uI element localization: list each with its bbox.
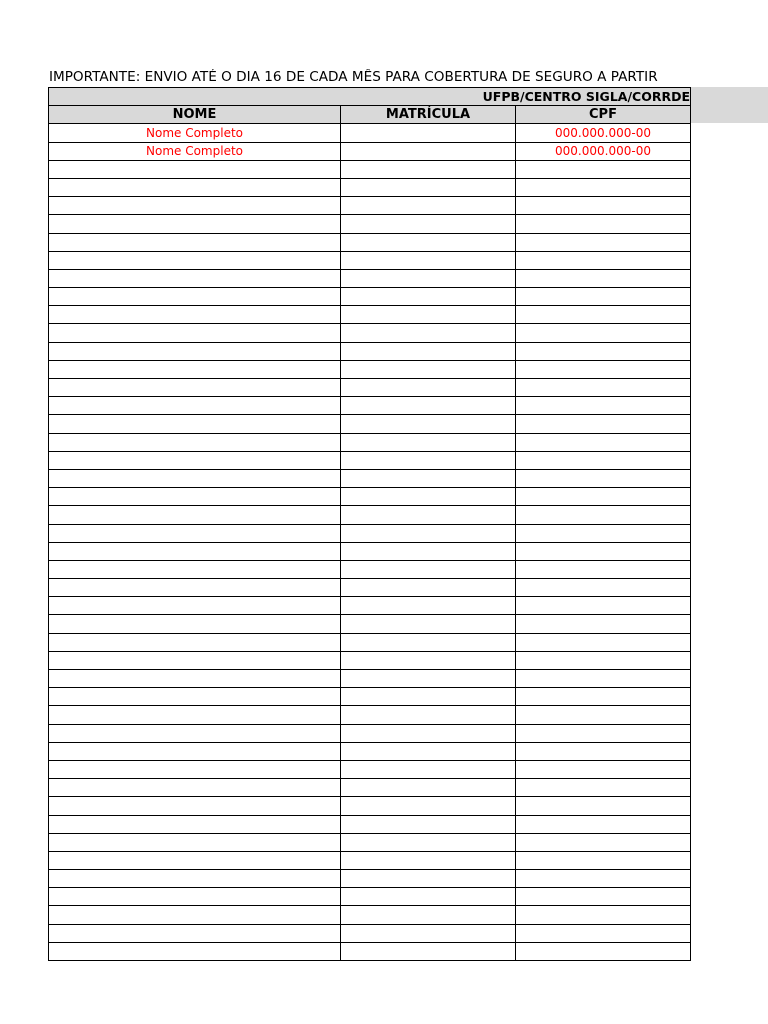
empty-table-row bbox=[49, 506, 691, 524]
cell-matricula[interactable] bbox=[341, 833, 516, 851]
cell-matricula[interactable] bbox=[341, 288, 516, 306]
cell-matricula[interactable] bbox=[341, 542, 516, 560]
cell-cpf[interactable] bbox=[516, 870, 691, 888]
cell-matricula[interactable] bbox=[341, 651, 516, 669]
cell-nome[interactable] bbox=[49, 906, 341, 924]
cell-cpf[interactable] bbox=[516, 488, 691, 506]
cell-nome[interactable] bbox=[49, 379, 341, 397]
cell-matricula[interactable] bbox=[341, 215, 516, 233]
cell-nome[interactable] bbox=[49, 451, 341, 469]
cell-nome[interactable] bbox=[49, 524, 341, 542]
cell-matricula[interactable] bbox=[341, 324, 516, 342]
empty-table-row bbox=[49, 688, 691, 706]
cell-nome[interactable] bbox=[49, 542, 341, 560]
empty-table-row bbox=[49, 797, 691, 815]
cell-matricula[interactable] bbox=[341, 815, 516, 833]
cell-nome[interactable] bbox=[49, 670, 341, 688]
empty-table-row bbox=[49, 560, 691, 578]
cell-nome[interactable]: Nome Completo bbox=[49, 124, 341, 142]
empty-table-row bbox=[49, 924, 691, 942]
empty-table-row bbox=[49, 651, 691, 669]
cell-nome[interactable] bbox=[49, 415, 341, 433]
cell-nome[interactable] bbox=[49, 469, 341, 487]
cell-cpf[interactable] bbox=[516, 651, 691, 669]
cell-nome[interactable] bbox=[49, 233, 341, 251]
band-row bbox=[49, 88, 691, 106]
cell-cpf[interactable] bbox=[516, 342, 691, 360]
roster-table bbox=[48, 87, 691, 961]
empty-table-row bbox=[49, 160, 691, 178]
cell-nome[interactable] bbox=[49, 742, 341, 760]
empty-table-row bbox=[49, 360, 691, 378]
cell-nome[interactable] bbox=[49, 870, 341, 888]
cell-nome[interactable] bbox=[49, 269, 341, 287]
empty-table-row bbox=[49, 233, 691, 251]
cell-cpf[interactable] bbox=[516, 942, 691, 960]
column-header-nome: NOME bbox=[49, 106, 341, 124]
table-row bbox=[49, 142, 691, 160]
empty-table-row bbox=[49, 888, 691, 906]
header-fill-strip bbox=[690, 87, 768, 123]
cell-cpf[interactable] bbox=[516, 360, 691, 378]
empty-table-row bbox=[49, 851, 691, 869]
cell-nome[interactable] bbox=[49, 760, 341, 778]
cell-matricula[interactable] bbox=[341, 451, 516, 469]
cell-cpf[interactable] bbox=[516, 542, 691, 560]
cell-cpf[interactable] bbox=[516, 178, 691, 196]
empty-table-row bbox=[49, 579, 691, 597]
cell-nome[interactable] bbox=[49, 633, 341, 651]
cell-cpf[interactable] bbox=[516, 524, 691, 542]
cell-matricula[interactable] bbox=[341, 870, 516, 888]
cell-cpf[interactable] bbox=[516, 615, 691, 633]
cell-matricula[interactable] bbox=[341, 142, 516, 160]
cell-nome[interactable] bbox=[49, 397, 341, 415]
cell-nome[interactable] bbox=[49, 215, 341, 233]
cell-matricula[interactable] bbox=[341, 233, 516, 251]
empty-table-row bbox=[49, 724, 691, 742]
cell-nome[interactable] bbox=[49, 178, 341, 196]
cell-matricula[interactable] bbox=[341, 633, 516, 651]
cell-matricula[interactable] bbox=[341, 706, 516, 724]
cell-cpf[interactable] bbox=[516, 433, 691, 451]
cell-nome[interactable] bbox=[49, 433, 341, 451]
cell-matricula[interactable] bbox=[341, 360, 516, 378]
empty-table-row bbox=[49, 870, 691, 888]
band-title: UFPB/CENTRO SIGLA/CORRDE bbox=[49, 88, 691, 106]
cell-cpf[interactable] bbox=[516, 724, 691, 742]
cell-cpf[interactable] bbox=[516, 924, 691, 942]
cell-cpf[interactable] bbox=[516, 306, 691, 324]
empty-table-row bbox=[49, 433, 691, 451]
cell-nome[interactable] bbox=[49, 833, 341, 851]
empty-table-row bbox=[49, 615, 691, 633]
cell-cpf[interactable] bbox=[516, 779, 691, 797]
cell-nome[interactable] bbox=[49, 706, 341, 724]
empty-table-row bbox=[49, 178, 691, 196]
cell-cpf[interactable] bbox=[516, 269, 691, 287]
cell-cpf[interactable] bbox=[516, 415, 691, 433]
cell-nome[interactable] bbox=[49, 360, 341, 378]
cell-matricula[interactable] bbox=[341, 433, 516, 451]
empty-table-row bbox=[49, 324, 691, 342]
cell-matricula[interactable] bbox=[341, 469, 516, 487]
cell-nome[interactable] bbox=[49, 888, 341, 906]
notice-text: IMPORTANTE: ENVIO ATÉ O DIA 16 DE CADA MÊS PARA COBERTURA DE SEGURO A PARTIR bbox=[49, 69, 658, 85]
cell-cpf[interactable] bbox=[516, 251, 691, 269]
cell-matricula[interactable] bbox=[341, 688, 516, 706]
empty-table-row bbox=[49, 415, 691, 433]
cell-cpf[interactable] bbox=[516, 233, 691, 251]
cell-cpf[interactable] bbox=[516, 597, 691, 615]
cell-matricula[interactable] bbox=[341, 797, 516, 815]
cell-matricula[interactable] bbox=[341, 942, 516, 960]
cell-cpf[interactable] bbox=[516, 851, 691, 869]
empty-table-row bbox=[49, 397, 691, 415]
empty-table-row bbox=[49, 379, 691, 397]
cell-matricula[interactable] bbox=[341, 124, 516, 142]
cell-matricula[interactable] bbox=[341, 760, 516, 778]
empty-table-row bbox=[49, 633, 691, 651]
cell-cpf[interactable] bbox=[516, 506, 691, 524]
cell-cpf[interactable] bbox=[516, 670, 691, 688]
cell-cpf[interactable] bbox=[516, 288, 691, 306]
cell-nome[interactable] bbox=[49, 506, 341, 524]
cell-matricula[interactable] bbox=[341, 160, 516, 178]
cell-nome[interactable] bbox=[49, 197, 341, 215]
empty-table-row bbox=[49, 306, 691, 324]
empty-table-row bbox=[49, 760, 691, 778]
cell-cpf[interactable] bbox=[516, 906, 691, 924]
cell-nome[interactable] bbox=[49, 924, 341, 942]
empty-table-row bbox=[49, 288, 691, 306]
cell-cpf[interactable] bbox=[516, 451, 691, 469]
cell-cpf[interactable]: 000.000.000-00 bbox=[516, 142, 691, 160]
cell-nome[interactable] bbox=[49, 942, 341, 960]
cell-cpf[interactable] bbox=[516, 579, 691, 597]
empty-table-row bbox=[49, 742, 691, 760]
cell-matricula[interactable] bbox=[341, 397, 516, 415]
empty-table-row bbox=[49, 670, 691, 688]
cell-matricula[interactable] bbox=[341, 888, 516, 906]
cell-cpf[interactable] bbox=[516, 397, 691, 415]
cell-nome[interactable] bbox=[49, 815, 341, 833]
cell-matricula[interactable] bbox=[341, 851, 516, 869]
cell-cpf[interactable] bbox=[516, 469, 691, 487]
empty-table-row bbox=[49, 269, 691, 287]
cell-matricula[interactable] bbox=[341, 197, 516, 215]
cell-nome[interactable] bbox=[49, 251, 341, 269]
empty-table-row bbox=[49, 251, 691, 269]
cell-cpf[interactable]: 000.000.000-00 bbox=[516, 124, 691, 142]
empty-table-row bbox=[49, 706, 691, 724]
header-row bbox=[49, 106, 691, 124]
cell-cpf[interactable] bbox=[516, 815, 691, 833]
cell-cpf[interactable] bbox=[516, 633, 691, 651]
cell-matricula[interactable] bbox=[341, 379, 516, 397]
cell-matricula[interactable] bbox=[341, 724, 516, 742]
empty-table-row bbox=[49, 906, 691, 924]
column-header-matricula: MATRÍCULA bbox=[341, 106, 516, 124]
cell-nome[interactable] bbox=[49, 724, 341, 742]
cell-matricula[interactable] bbox=[341, 342, 516, 360]
cell-cpf[interactable] bbox=[516, 833, 691, 851]
cell-nome[interactable] bbox=[49, 688, 341, 706]
cell-nome[interactable] bbox=[49, 324, 341, 342]
cell-matricula[interactable] bbox=[341, 488, 516, 506]
cell-cpf[interactable] bbox=[516, 706, 691, 724]
cell-cpf[interactable] bbox=[516, 160, 691, 178]
empty-table-row bbox=[49, 197, 691, 215]
cell-matricula[interactable] bbox=[341, 906, 516, 924]
column-header-cpf: CPF bbox=[516, 106, 691, 124]
cell-matricula[interactable] bbox=[341, 924, 516, 942]
empty-table-row bbox=[49, 215, 691, 233]
cell-matricula[interactable] bbox=[341, 779, 516, 797]
cell-nome[interactable] bbox=[49, 579, 341, 597]
empty-table-row bbox=[49, 597, 691, 615]
cell-matricula[interactable] bbox=[341, 269, 516, 287]
empty-table-row bbox=[49, 469, 691, 487]
empty-table-row bbox=[49, 451, 691, 469]
cell-nome[interactable] bbox=[49, 651, 341, 669]
empty-table-row bbox=[49, 542, 691, 560]
cell-cpf[interactable] bbox=[516, 379, 691, 397]
cell-matricula[interactable] bbox=[341, 615, 516, 633]
cell-nome[interactable] bbox=[49, 851, 341, 869]
empty-table-row bbox=[49, 342, 691, 360]
cell-cpf[interactable] bbox=[516, 215, 691, 233]
cell-cpf[interactable] bbox=[516, 197, 691, 215]
cell-matricula[interactable] bbox=[341, 506, 516, 524]
cell-matricula[interactable] bbox=[341, 306, 516, 324]
cell-matricula[interactable] bbox=[341, 579, 516, 597]
cell-matricula[interactable] bbox=[341, 251, 516, 269]
cell-nome[interactable] bbox=[49, 488, 341, 506]
cell-nome[interactable] bbox=[49, 779, 341, 797]
cell-matricula[interactable] bbox=[341, 560, 516, 578]
cell-nome[interactable] bbox=[49, 342, 341, 360]
cell-nome[interactable] bbox=[49, 306, 341, 324]
cell-cpf[interactable] bbox=[516, 560, 691, 578]
cell-cpf[interactable] bbox=[516, 688, 691, 706]
cell-nome[interactable]: Nome Completo bbox=[49, 142, 341, 160]
empty-table-row bbox=[49, 524, 691, 542]
cell-matricula[interactable] bbox=[341, 597, 516, 615]
cell-matricula[interactable] bbox=[341, 742, 516, 760]
cell-nome[interactable] bbox=[49, 597, 341, 615]
cell-cpf[interactable] bbox=[516, 324, 691, 342]
cell-matricula[interactable] bbox=[341, 415, 516, 433]
cell-cpf[interactable] bbox=[516, 742, 691, 760]
empty-table-row bbox=[49, 942, 691, 960]
cell-matricula[interactable] bbox=[341, 178, 516, 196]
empty-table-row bbox=[49, 833, 691, 851]
cell-matricula[interactable] bbox=[341, 670, 516, 688]
cell-cpf[interactable] bbox=[516, 760, 691, 778]
empty-table-row bbox=[49, 488, 691, 506]
table-row bbox=[49, 124, 691, 142]
cell-nome[interactable] bbox=[49, 288, 341, 306]
cell-matricula[interactable] bbox=[341, 524, 516, 542]
cell-cpf[interactable] bbox=[516, 797, 691, 815]
empty-table-row bbox=[49, 779, 691, 797]
cell-nome[interactable] bbox=[49, 560, 341, 578]
empty-table-row bbox=[49, 815, 691, 833]
cell-nome[interactable] bbox=[49, 615, 341, 633]
cell-nome[interactable] bbox=[49, 160, 341, 178]
cell-nome[interactable] bbox=[49, 797, 341, 815]
cell-cpf[interactable] bbox=[516, 888, 691, 906]
